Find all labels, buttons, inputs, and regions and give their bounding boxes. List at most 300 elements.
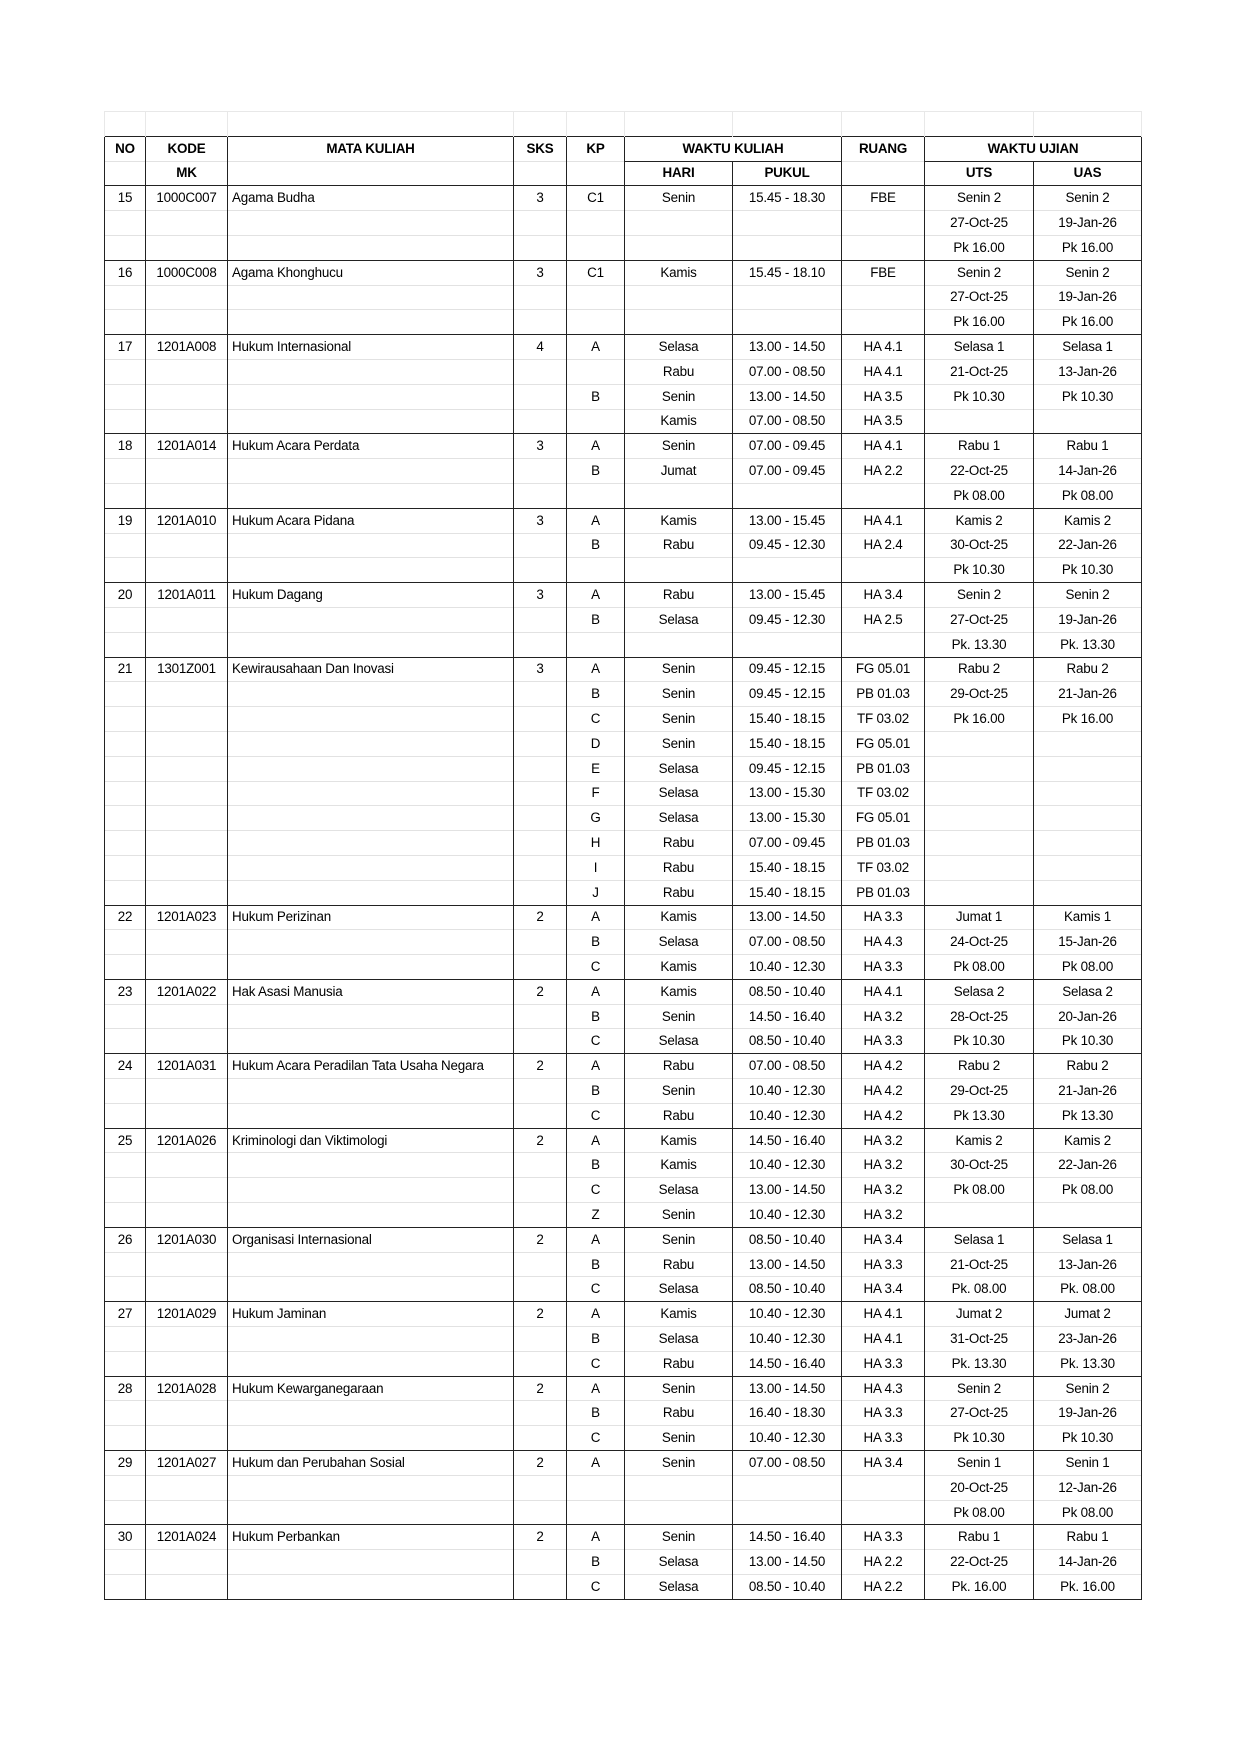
- cell-kode: [146, 1178, 228, 1203]
- cell-sks: 3: [514, 657, 567, 682]
- cell-uas: Senin 2: [1034, 260, 1142, 285]
- table-row: [105, 930, 1142, 955]
- cell-hari: Senin: [625, 1426, 733, 1451]
- cell-mata-kuliah: [228, 632, 514, 657]
- cell-sks: [514, 1103, 567, 1128]
- table-row: [105, 434, 1142, 459]
- cell-sks: [514, 1153, 567, 1178]
- cell-pukul: [733, 1500, 842, 1525]
- cell-kp: C: [567, 1351, 625, 1376]
- cell-kp: B: [567, 459, 625, 484]
- table-row: [105, 855, 1142, 880]
- cell-sks: [514, 682, 567, 707]
- cell-sks: [514, 1079, 567, 1104]
- table-row: [105, 1128, 1142, 1153]
- cell-uas: Rabu 1: [1034, 1525, 1142, 1550]
- cell-uas: Kamis 2: [1034, 508, 1142, 533]
- cell-mata-kuliah: [228, 1426, 514, 1451]
- cell-uas: Kamis 1: [1034, 905, 1142, 930]
- cell-kp: [567, 632, 625, 657]
- cell-kode: [146, 1475, 228, 1500]
- cell-kode: [146, 930, 228, 955]
- cell-mata-kuliah: [228, 1252, 514, 1277]
- cell-uas: Selasa 2: [1034, 979, 1142, 1004]
- cell-no: [105, 806, 146, 831]
- cell-kp: B: [567, 1550, 625, 1575]
- cell-no: 16: [105, 260, 146, 285]
- cell-ruang: HA 3.3: [842, 1351, 925, 1376]
- table-row: [105, 260, 1142, 285]
- cell-mata-kuliah: Hukum Acara Perdata: [228, 434, 514, 459]
- cell-kode: [146, 1203, 228, 1228]
- cell-uts: Pk 10.30: [925, 384, 1034, 409]
- cell-hari: Selasa: [625, 335, 733, 360]
- cell-hari: Rabu: [625, 855, 733, 880]
- cell-pukul: 14.50 - 16.40: [733, 1525, 842, 1550]
- cell-sks: 2: [514, 979, 567, 1004]
- cell-hari: Kamis: [625, 1128, 733, 1153]
- cell-uts: Pk 10.30: [925, 1426, 1034, 1451]
- cell-ruang: HA 3.2: [842, 1153, 925, 1178]
- cell-uas: [1034, 731, 1142, 756]
- cell-ruang: [842, 558, 925, 583]
- cell-mata-kuliah: [228, 1351, 514, 1376]
- cell-sks: [514, 384, 567, 409]
- cell-sks: [514, 1426, 567, 1451]
- cell-hari: Rabu: [625, 583, 733, 608]
- cell-pukul: 15.45 - 18.10: [733, 260, 842, 285]
- cell-no: [105, 459, 146, 484]
- cell-ruang: [842, 310, 925, 335]
- cell-kode: 1201A024: [146, 1525, 228, 1550]
- cell-kode: [146, 1029, 228, 1054]
- cell-kp: [567, 211, 625, 236]
- table-row: [105, 1302, 1142, 1327]
- cell-no: [105, 855, 146, 880]
- table-row: [105, 1153, 1142, 1178]
- cell-sks: [514, 831, 567, 856]
- cell-uts: [925, 731, 1034, 756]
- cell-kp: C1: [567, 186, 625, 211]
- cell-no: [105, 211, 146, 236]
- cell-ruang: HA 2.2: [842, 459, 925, 484]
- cell-mata-kuliah: [228, 1029, 514, 1054]
- cell-pukul: 09.45 - 12.15: [733, 682, 842, 707]
- cell-uas: [1034, 806, 1142, 831]
- cell-no: [105, 1153, 146, 1178]
- table-row: [105, 979, 1142, 1004]
- cell-uts: [925, 855, 1034, 880]
- cell-no: [105, 831, 146, 856]
- cell-no: [105, 1203, 146, 1228]
- cell-mata-kuliah: [228, 707, 514, 732]
- table-row: [105, 533, 1142, 558]
- cell-sks: [514, 409, 567, 434]
- cell-ruang: HA 3.2: [842, 1178, 925, 1203]
- cell-pukul: 08.50 - 10.40: [733, 979, 842, 1004]
- table-row: [105, 409, 1142, 434]
- cell-pukul: 07.00 - 08.50: [733, 409, 842, 434]
- cell-pukul: 09.45 - 12.30: [733, 533, 842, 558]
- cell-uts: Pk 10.30: [925, 558, 1034, 583]
- header-waktu-kuliah: WAKTU KULIAH: [625, 136, 842, 161]
- table-row: [105, 955, 1142, 980]
- cell-pukul: 10.40 - 12.30: [733, 955, 842, 980]
- cell-pukul: 13.00 - 14.50: [733, 335, 842, 360]
- cell-pukul: 13.00 - 14.50: [733, 1550, 842, 1575]
- cell-uts: Senin 2: [925, 186, 1034, 211]
- cell-kp: [567, 558, 625, 583]
- cell-hari: Senin: [625, 731, 733, 756]
- schedule-table: [104, 111, 1142, 1600]
- cell-hari: Senin: [625, 1004, 733, 1029]
- cell-ruang: HA 4.3: [842, 1376, 925, 1401]
- cell-kode: [146, 632, 228, 657]
- cell-no: [105, 930, 146, 955]
- cell-kp: A: [567, 979, 625, 1004]
- cell-sks: 3: [514, 260, 567, 285]
- cell-uas: 13-Jan-26: [1034, 1252, 1142, 1277]
- cell-ruang: [842, 235, 925, 260]
- cell-hari: Rabu: [625, 359, 733, 384]
- cell-kode: [146, 1500, 228, 1525]
- cell-uas: [1034, 1203, 1142, 1228]
- cell-sks: [514, 1550, 567, 1575]
- cell-pukul: 13.00 - 15.30: [733, 806, 842, 831]
- cell-sks: 2: [514, 1376, 567, 1401]
- cell-no: 26: [105, 1227, 146, 1252]
- cell-kode: [146, 1401, 228, 1426]
- cell-pukul: 10.40 - 12.30: [733, 1302, 842, 1327]
- header-sks: SKS: [514, 136, 567, 161]
- table-row: [105, 1277, 1142, 1302]
- cell-hari: Rabu: [625, 831, 733, 856]
- cell-no: [105, 781, 146, 806]
- cell-kode: 1201A023: [146, 905, 228, 930]
- cell-no: [105, 1500, 146, 1525]
- cell-pukul: [733, 632, 842, 657]
- cell-sks: [514, 880, 567, 905]
- cell-no: 28: [105, 1376, 146, 1401]
- cell-no: 19: [105, 508, 146, 533]
- cell-no: [105, 533, 146, 558]
- cell-sks: [514, 756, 567, 781]
- cell-hari: Kamis: [625, 409, 733, 434]
- cell-pukul: 08.50 - 10.40: [733, 1575, 842, 1600]
- cell-no: [105, 483, 146, 508]
- cell-kp: B: [567, 607, 625, 632]
- cell-uts: Rabu 1: [925, 434, 1034, 459]
- cell-sks: 3: [514, 186, 567, 211]
- cell-no: [105, 1550, 146, 1575]
- cell-kp: C: [567, 1277, 625, 1302]
- cell-uas: 22-Jan-26: [1034, 1153, 1142, 1178]
- cell-uts: [925, 880, 1034, 905]
- cell-kode: [146, 831, 228, 856]
- cell-kode: [146, 459, 228, 484]
- cell-kode: [146, 558, 228, 583]
- cell-kode: [146, 855, 228, 880]
- cell-mata-kuliah: [228, 880, 514, 905]
- cell-uts: Pk 16.00: [925, 235, 1034, 260]
- cell-ruang: HA 3.4: [842, 1277, 925, 1302]
- cell-kode: 1201A027: [146, 1451, 228, 1476]
- cell-mata-kuliah: [228, 1277, 514, 1302]
- cell-no: 15: [105, 186, 146, 211]
- cell-mata-kuliah: [228, 1103, 514, 1128]
- cell-ruang: HA 3.3: [842, 1252, 925, 1277]
- cell-mata-kuliah: [228, 1401, 514, 1426]
- cell-mata-kuliah: [228, 682, 514, 707]
- table-row: [105, 1525, 1142, 1550]
- cell-ruang: HA 4.1: [842, 335, 925, 360]
- cell-ruang: PB 01.03: [842, 880, 925, 905]
- cell-sks: [514, 707, 567, 732]
- cell-uts: 29-Oct-25: [925, 682, 1034, 707]
- cell-no: [105, 1351, 146, 1376]
- table-row: [105, 1178, 1142, 1203]
- cell-kode: [146, 682, 228, 707]
- cell-kode: [146, 409, 228, 434]
- cell-pukul: [733, 310, 842, 335]
- cell-mata-kuliah: [228, 1079, 514, 1104]
- cell-kode: [146, 880, 228, 905]
- cell-pukul: 07.00 - 09.45: [733, 434, 842, 459]
- cell-no: 25: [105, 1128, 146, 1153]
- cell-kp: A: [567, 1227, 625, 1252]
- table-row: [105, 657, 1142, 682]
- cell-kode: 1201A010: [146, 508, 228, 533]
- cell-uts: 21-Oct-25: [925, 359, 1034, 384]
- cell-hari: Rabu: [625, 1054, 733, 1079]
- cell-ruang: HA 2.2: [842, 1575, 925, 1600]
- cell-pukul: 10.40 - 12.30: [733, 1426, 842, 1451]
- cell-hari: Senin: [625, 186, 733, 211]
- header-uts: UTS: [925, 161, 1034, 186]
- cell-pukul: 13.00 - 15.30: [733, 781, 842, 806]
- cell-pukul: 07.00 - 08.50: [733, 930, 842, 955]
- table-row: [105, 508, 1142, 533]
- cell-sks: 3: [514, 583, 567, 608]
- cell-uas: Pk. 13.30: [1034, 632, 1142, 657]
- cell-ruang: HA 3.4: [842, 583, 925, 608]
- cell-ruang: PB 01.03: [842, 831, 925, 856]
- cell-kode: [146, 211, 228, 236]
- cell-sks: [514, 607, 567, 632]
- cell-pukul: 15.45 - 18.30: [733, 186, 842, 211]
- cell-mata-kuliah: [228, 211, 514, 236]
- cell-kode: 1201A008: [146, 335, 228, 360]
- cell-uas: 22-Jan-26: [1034, 533, 1142, 558]
- cell-kp: [567, 409, 625, 434]
- cell-pukul: 10.40 - 12.30: [733, 1079, 842, 1104]
- cell-sks: [514, 930, 567, 955]
- cell-uts: Pk 16.00: [925, 707, 1034, 732]
- cell-pukul: 08.50 - 10.40: [733, 1277, 842, 1302]
- cell-mata-kuliah: [228, 235, 514, 260]
- cell-no: [105, 310, 146, 335]
- cell-kode: 1201A030: [146, 1227, 228, 1252]
- cell-kp: A: [567, 905, 625, 930]
- header-hari: HARI: [625, 161, 733, 186]
- cell-hari: [625, 211, 733, 236]
- cell-kode: [146, 384, 228, 409]
- table-row: [105, 1351, 1142, 1376]
- cell-hari: Kamis: [625, 1153, 733, 1178]
- cell-hari: [625, 1500, 733, 1525]
- table-row: [105, 483, 1142, 508]
- cell-uts: Selasa 2: [925, 979, 1034, 1004]
- cell-no: [105, 1079, 146, 1104]
- cell-sks: [514, 1277, 567, 1302]
- cell-ruang: HA 3.2: [842, 1004, 925, 1029]
- cell-uts: Rabu 2: [925, 657, 1034, 682]
- cell-uas: Pk 16.00: [1034, 707, 1142, 732]
- cell-mata-kuliah: [228, 1153, 514, 1178]
- cell-uts: [925, 1203, 1034, 1228]
- cell-uts: Pk. 13.30: [925, 632, 1034, 657]
- cell-uts: Senin 2: [925, 583, 1034, 608]
- cell-ruang: FG 05.01: [842, 806, 925, 831]
- cell-mata-kuliah: [228, 483, 514, 508]
- cell-kp: C: [567, 955, 625, 980]
- cell-ruang: [842, 211, 925, 236]
- cell-kode: [146, 756, 228, 781]
- cell-kp: B: [567, 1079, 625, 1104]
- cell-no: [105, 235, 146, 260]
- cell-kode: [146, 1575, 228, 1600]
- cell-pukul: 13.00 - 14.50: [733, 1376, 842, 1401]
- cell-ruang: TF 03.02: [842, 707, 925, 732]
- cell-pukul: 14.50 - 16.40: [733, 1128, 842, 1153]
- cell-kode: 1201A028: [146, 1376, 228, 1401]
- cell-no: 20: [105, 583, 146, 608]
- cell-pukul: 08.50 - 10.40: [733, 1227, 842, 1252]
- cell-ruang: HA 3.5: [842, 384, 925, 409]
- cell-mata-kuliah: Hukum Internasional: [228, 335, 514, 360]
- cell-no: [105, 384, 146, 409]
- table-row: [105, 1500, 1142, 1525]
- header-waktu-ujian: WAKTU UJIAN: [925, 136, 1142, 161]
- cell-hari: [625, 1475, 733, 1500]
- cell-hari: Senin: [625, 1376, 733, 1401]
- cell-sks: [514, 1401, 567, 1426]
- table-row: [105, 583, 1142, 608]
- cell-no: [105, 707, 146, 732]
- cell-mata-kuliah: Hukum dan Perubahan Sosial: [228, 1451, 514, 1476]
- cell-no: [105, 558, 146, 583]
- cell-no: [105, 1252, 146, 1277]
- cell-pukul: [733, 1475, 842, 1500]
- cell-ruang: FBE: [842, 186, 925, 211]
- cell-kp: C: [567, 1426, 625, 1451]
- table-row: [105, 359, 1142, 384]
- cell-uas: 23-Jan-26: [1034, 1327, 1142, 1352]
- cell-kp: [567, 235, 625, 260]
- table-row: [105, 731, 1142, 756]
- cell-ruang: FBE: [842, 260, 925, 285]
- table-row: [105, 335, 1142, 360]
- cell-uas: 19-Jan-26: [1034, 211, 1142, 236]
- cell-kp: I: [567, 855, 625, 880]
- cell-ruang: HA 3.3: [842, 1029, 925, 1054]
- cell-uas: Pk 08.00: [1034, 1500, 1142, 1525]
- cell-kp: A: [567, 1525, 625, 1550]
- cell-no: 18: [105, 434, 146, 459]
- cell-uts: 30-Oct-25: [925, 1153, 1034, 1178]
- cell-uts: [925, 409, 1034, 434]
- cell-kp: A: [567, 657, 625, 682]
- cell-ruang: PB 01.03: [842, 756, 925, 781]
- cell-pukul: 08.50 - 10.40: [733, 1029, 842, 1054]
- table-row: [105, 211, 1142, 236]
- table-row: [105, 1252, 1142, 1277]
- cell-kode: [146, 1277, 228, 1302]
- cell-uas: 15-Jan-26: [1034, 930, 1142, 955]
- cell-mata-kuliah: Hukum Perizinan: [228, 905, 514, 930]
- cell-hari: Kamis: [625, 260, 733, 285]
- table-row: [105, 285, 1142, 310]
- cell-uas: Senin 2: [1034, 186, 1142, 211]
- table-row: [105, 682, 1142, 707]
- header-uas: UAS: [1034, 161, 1142, 186]
- cell-hari: Senin: [625, 657, 733, 682]
- table-row: [105, 1054, 1142, 1079]
- table-row: [105, 607, 1142, 632]
- cell-mata-kuliah: Agama Khonghucu: [228, 260, 514, 285]
- cell-kode: [146, 707, 228, 732]
- cell-uts: Senin 1: [925, 1451, 1034, 1476]
- cell-sks: 2: [514, 1054, 567, 1079]
- cell-mata-kuliah: [228, 359, 514, 384]
- cell-pukul: 10.40 - 12.30: [733, 1327, 842, 1352]
- cell-mata-kuliah: [228, 285, 514, 310]
- cell-kode: 1201A031: [146, 1054, 228, 1079]
- cell-hari: [625, 632, 733, 657]
- cell-uas: 19-Jan-26: [1034, 1401, 1142, 1426]
- cell-uas: 14-Jan-26: [1034, 1550, 1142, 1575]
- cell-uas: Pk 10.30: [1034, 384, 1142, 409]
- cell-mata-kuliah: [228, 1203, 514, 1228]
- cell-uts: [925, 806, 1034, 831]
- header-no: NO: [105, 136, 146, 161]
- cell-uas: Rabu 1: [1034, 434, 1142, 459]
- cell-mata-kuliah: Hukum Dagang: [228, 583, 514, 608]
- cell-kode: [146, 1153, 228, 1178]
- cell-kode: 1201A011: [146, 583, 228, 608]
- cell-kp: A: [567, 1451, 625, 1476]
- cell-uas: 12-Jan-26: [1034, 1475, 1142, 1500]
- cell-kode: [146, 1550, 228, 1575]
- cell-sks: [514, 310, 567, 335]
- cell-hari: Senin: [625, 682, 733, 707]
- cell-mata-kuliah: [228, 607, 514, 632]
- cell-mata-kuliah: Agama Budha: [228, 186, 514, 211]
- cell-pukul: 07.00 - 09.45: [733, 459, 842, 484]
- cell-sks: 2: [514, 1302, 567, 1327]
- cell-hari: [625, 558, 733, 583]
- table-row: [105, 1376, 1142, 1401]
- cell-sks: [514, 1327, 567, 1352]
- cell-no: [105, 955, 146, 980]
- cell-uas: 21-Jan-26: [1034, 682, 1142, 707]
- cell-no: [105, 1103, 146, 1128]
- cell-no: [105, 1178, 146, 1203]
- cell-ruang: [842, 1475, 925, 1500]
- cell-kp: A: [567, 1054, 625, 1079]
- cell-ruang: TF 03.02: [842, 855, 925, 880]
- cell-kp: Z: [567, 1203, 625, 1228]
